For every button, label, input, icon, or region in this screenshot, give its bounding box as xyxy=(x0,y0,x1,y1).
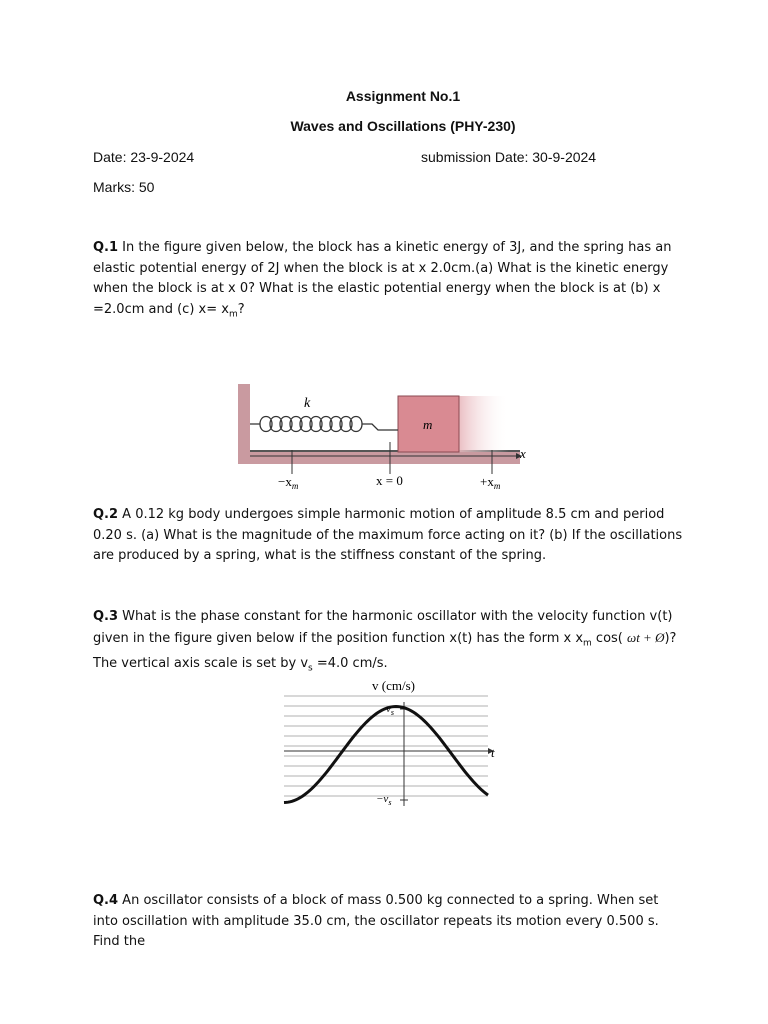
spring-label: k xyxy=(304,396,311,411)
motion-blur xyxy=(459,396,509,452)
question-text: =4.0 cm/s. xyxy=(312,655,388,671)
submission-date: submission Date: 30-9-2024 xyxy=(421,149,597,165)
marks: Marks: 50 xyxy=(93,179,155,195)
math-expression: ωt + Ø xyxy=(627,629,665,645)
question-number: Q.4 xyxy=(93,893,119,908)
question-3 xyxy=(93,607,683,679)
y-axis-label: v (cm/s) xyxy=(372,678,415,693)
spring xyxy=(250,417,398,432)
question-text: In the figure given below, the block has a kinetic energy of 3J, and the spring has an elastic potential energy of 2J when the block is at x 2.0cm.(a) What is the kinetic energy when the block is at x 0? What is the elastic potential energy when the block is at (b) x =2.0cm and (c) x= x xyxy=(93,240,672,317)
question-4 xyxy=(93,891,683,953)
assignment-title: Assignment No.1 xyxy=(345,88,461,104)
tick-right-label: $+x_m$ xyxy=(480,474,501,491)
question-text: What is the phase constant for the harmonic oscillator with the velocity function v(t) given in the figure given below if the position function x(t) has the form x x xyxy=(93,609,673,646)
question-2 xyxy=(93,505,683,567)
question-number: Q.3 xyxy=(93,609,119,624)
question-number: Q.2 xyxy=(93,507,119,522)
velocity-curve xyxy=(284,707,488,803)
axis-label: x xyxy=(520,446,526,461)
subscript: m xyxy=(583,638,592,649)
question-text: A 0.12 kg body undergoes simple harmonic motion of amplitude 8.5 cm and period 0.20 s. (a) What is the magnitude of the maximum force acting on it? (b) If the oscillations are produced by a spring, what is the stiffness constant of the spring. xyxy=(93,507,683,564)
mass-label: m xyxy=(423,417,433,432)
subscript: s xyxy=(308,663,313,674)
question-text: cos( xyxy=(591,630,628,646)
spring-block-figure xyxy=(230,380,540,495)
tick-left-label: $-x_m$ xyxy=(278,474,299,491)
question-1 xyxy=(93,238,683,325)
tick-mid-label: x = 0 xyxy=(376,473,403,488)
velocity-graph-figure xyxy=(280,672,505,812)
floor xyxy=(238,452,520,464)
x-axis-label: t xyxy=(491,745,495,760)
course-title: Waves and Oscillations (PHY-230) xyxy=(290,118,516,134)
subscript: m xyxy=(228,309,238,320)
date: Date: 23-9-2024 xyxy=(93,149,195,165)
question-text-tail: ? xyxy=(237,301,245,317)
question-number: Q.1 xyxy=(93,240,119,255)
question-text: )? The vertical axis scale is set by v xyxy=(93,630,677,671)
vs-label: $v_s$ xyxy=(386,703,395,717)
question-text: An oscillator consists of a block of mass 0.500 kg connected to a spring. When set into oscillation with amplitude 35.0 cm, the oscillator repeats its motion every 0.500 s. Find the xyxy=(93,893,659,950)
neg-vs-label: $-v_s$ xyxy=(376,793,392,807)
